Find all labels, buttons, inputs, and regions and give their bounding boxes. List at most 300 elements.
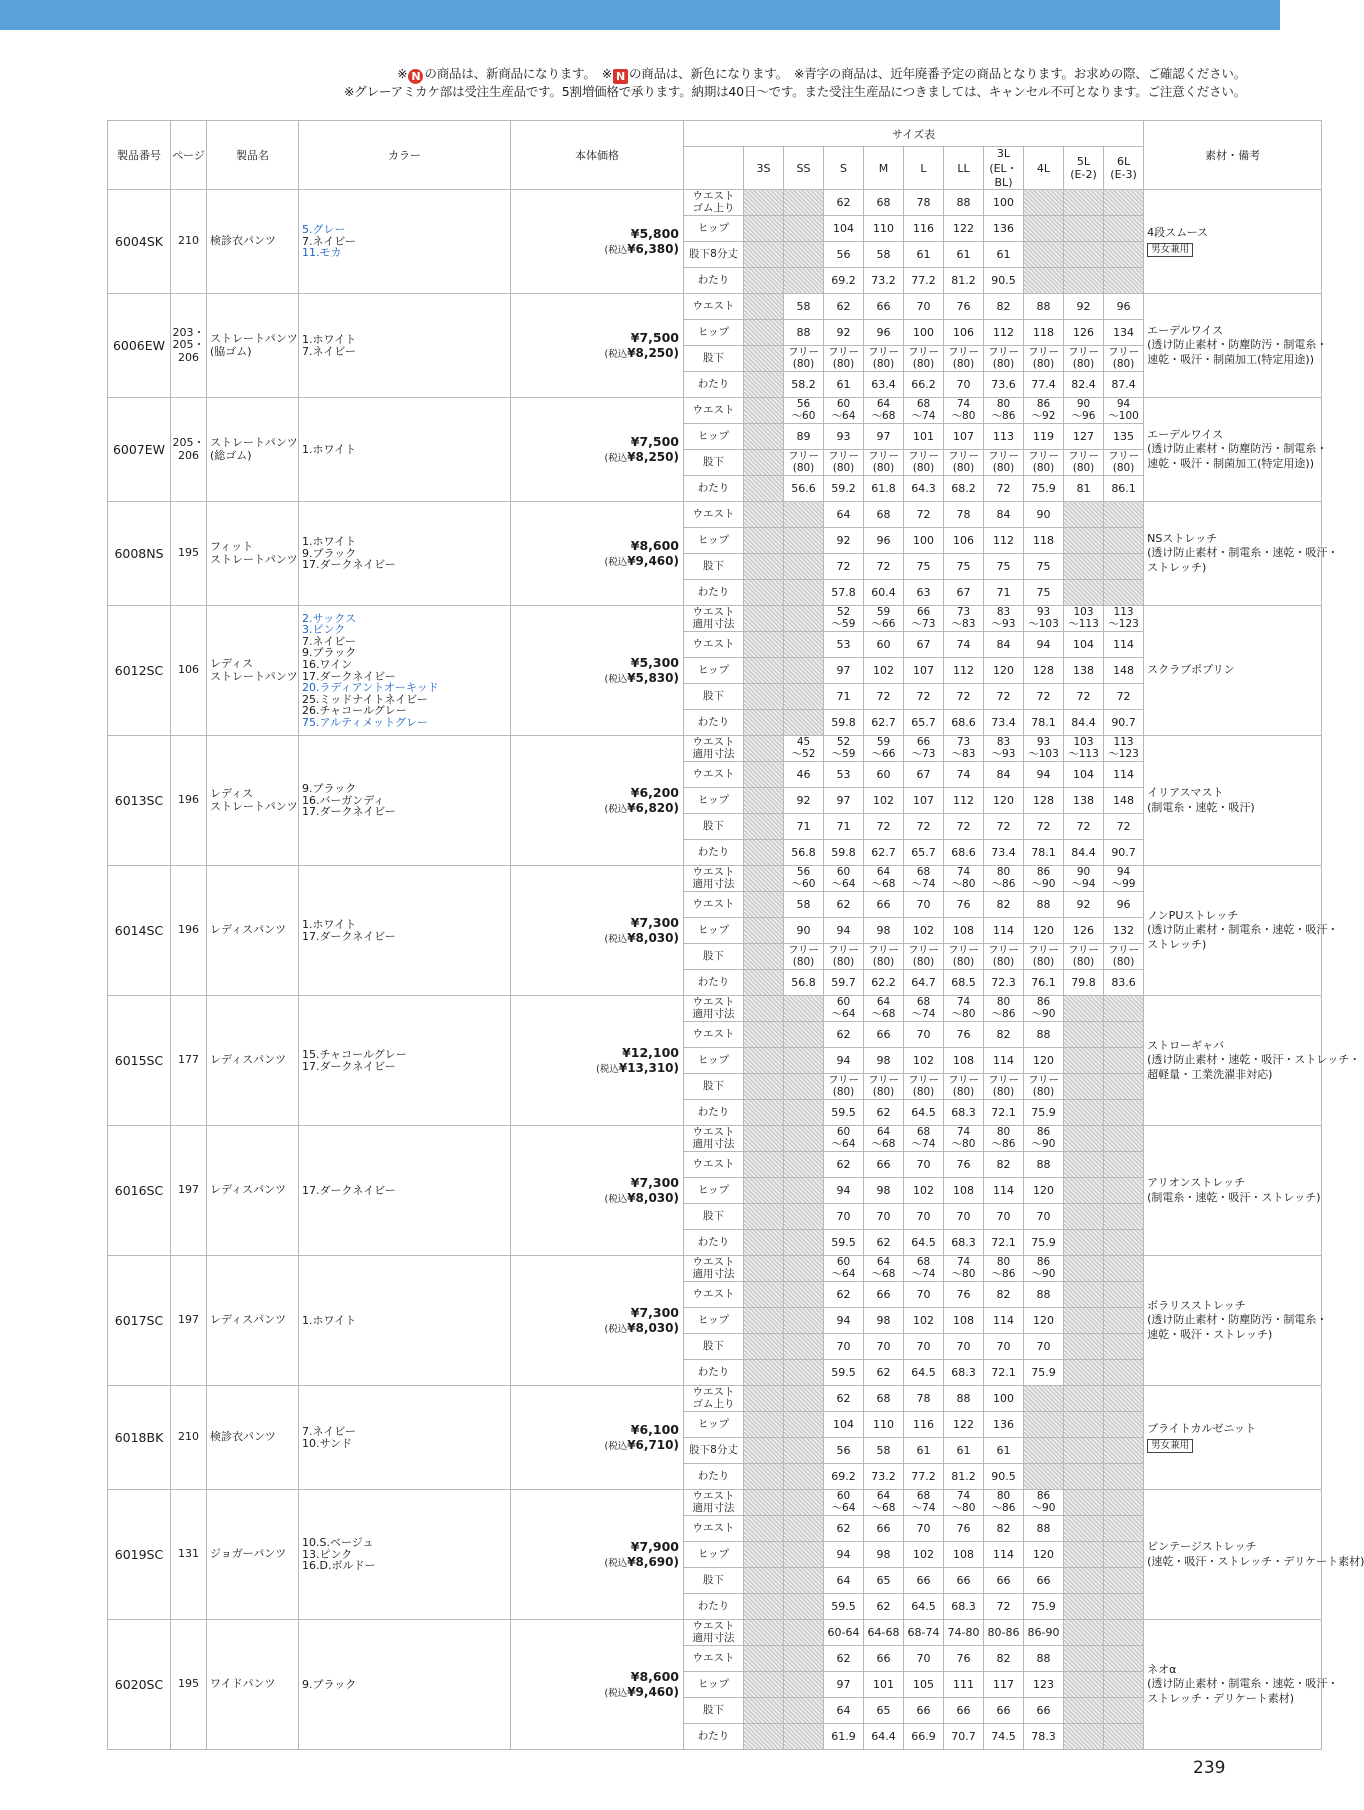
size-value bbox=[744, 424, 784, 450]
color-option: 10.S.ベージュ bbox=[302, 1536, 374, 1550]
size-value bbox=[744, 294, 784, 320]
size-value: 97 bbox=[824, 788, 864, 814]
size-value: 64 bbox=[824, 502, 864, 528]
size-value: 72 bbox=[984, 1594, 1024, 1620]
size-value bbox=[1104, 1204, 1144, 1230]
size-value bbox=[744, 372, 784, 398]
measure-label: わたり bbox=[684, 1230, 744, 1256]
material-line: ストレッチ) bbox=[1147, 937, 1207, 951]
size-value: 60 ～64 bbox=[824, 1490, 864, 1516]
size-value bbox=[744, 1568, 784, 1594]
material-cell bbox=[1144, 502, 1339, 606]
catalog-page: 197 bbox=[171, 1256, 207, 1386]
tax-included-price bbox=[511, 671, 679, 686]
tax-label: (税込 bbox=[604, 673, 628, 685]
unisex-badge: 男女兼用 bbox=[1147, 1439, 1193, 1453]
size-value: 94 bbox=[1024, 762, 1064, 788]
size-value: 100 bbox=[984, 1386, 1024, 1412]
measure-label: わたり bbox=[684, 580, 744, 606]
size-value: 70 bbox=[904, 1204, 944, 1230]
header-name: 製品名 bbox=[207, 121, 299, 190]
color-list bbox=[299, 606, 511, 736]
size-value bbox=[1024, 1464, 1064, 1490]
size-value: 72 bbox=[944, 684, 984, 710]
size-value: フリー (80) bbox=[984, 1074, 1024, 1100]
size-value bbox=[1104, 1568, 1144, 1594]
product-name: ストレートパンツ (総ゴム) bbox=[207, 398, 299, 502]
size-value: 75 bbox=[944, 554, 984, 580]
size-value bbox=[1104, 1594, 1144, 1620]
product-name: レディスパンツ bbox=[207, 1126, 299, 1256]
size-value: 59 ～66 bbox=[864, 606, 904, 632]
size-value: 119 bbox=[1024, 424, 1064, 450]
size-value bbox=[1104, 1542, 1144, 1568]
size-value: 62 bbox=[824, 1386, 864, 1412]
size-value: 66 bbox=[864, 1282, 904, 1308]
size-value bbox=[1064, 1126, 1104, 1152]
color-option: 10.サンド bbox=[302, 1436, 352, 1450]
size-value: 60-64 bbox=[824, 1620, 864, 1646]
material-line: アリオンストレッチ bbox=[1147, 1176, 1246, 1190]
size-value: 66 bbox=[904, 1698, 944, 1724]
measure-label: ウエスト bbox=[684, 632, 744, 658]
material-line: ビンテージストレッチ bbox=[1147, 1540, 1257, 1554]
size-value bbox=[1104, 1100, 1144, 1126]
size-value: 134 bbox=[1104, 320, 1144, 346]
size-value: 136 bbox=[984, 1412, 1024, 1438]
size-value: 78.1 bbox=[1024, 710, 1064, 736]
size-value: 75 bbox=[1024, 580, 1064, 606]
header-code: 製品番号 bbox=[108, 121, 171, 190]
color-option: 7.ネイビー bbox=[302, 234, 356, 248]
size-value: 84.4 bbox=[1064, 710, 1104, 736]
size-value bbox=[744, 1516, 784, 1542]
size-value bbox=[1104, 242, 1144, 268]
color-option: 7.ネイビー bbox=[302, 344, 356, 358]
price-cell bbox=[511, 866, 684, 996]
size-value: フリー (80) bbox=[1104, 944, 1144, 970]
size-value: 103 ～113 bbox=[1064, 606, 1104, 632]
size-value bbox=[1024, 190, 1064, 216]
product-code: 6013SC bbox=[108, 736, 171, 866]
size-value: 75.9 bbox=[1024, 1594, 1064, 1620]
tax-label: (税込 bbox=[604, 803, 628, 815]
size-value bbox=[1104, 1386, 1144, 1412]
catalog-page: 197 bbox=[171, 1126, 207, 1256]
size-value: 68 ～74 bbox=[904, 398, 944, 424]
size-value: 70 bbox=[1024, 1334, 1064, 1360]
size-value bbox=[744, 632, 784, 658]
color-option: 7.ネイビー bbox=[302, 1424, 356, 1438]
size-value bbox=[1104, 1464, 1144, 1490]
size-value: 64.5 bbox=[904, 1360, 944, 1386]
color-option: 16.ワイン bbox=[302, 657, 353, 671]
tax-value: ¥8,030) bbox=[627, 1320, 679, 1335]
size-value bbox=[744, 1360, 784, 1386]
size-value: 64.4 bbox=[864, 1724, 904, 1750]
color-list bbox=[299, 1490, 511, 1620]
color-option: 13.ピンク bbox=[302, 1547, 353, 1561]
size-value: 56 bbox=[824, 242, 864, 268]
product-name: レディスパンツ bbox=[207, 996, 299, 1126]
size-value: 114 bbox=[984, 1178, 1024, 1204]
size-value bbox=[1104, 1308, 1144, 1334]
price-cell bbox=[511, 398, 684, 502]
measure-label: 股下 bbox=[684, 684, 744, 710]
size-value: フリー (80) bbox=[1064, 450, 1104, 476]
material-cell bbox=[1144, 606, 1322, 736]
measure-label: 股下 bbox=[684, 1074, 744, 1100]
size-value: 80 ～86 bbox=[984, 1256, 1024, 1282]
material-line: (速乾・吸汗・ストレッチ・デリケート素材) bbox=[1147, 1554, 1364, 1568]
size-value: 70 bbox=[984, 1334, 1024, 1360]
size-value: 61.8 bbox=[864, 476, 904, 502]
product-name: レディス ストレートパンツ bbox=[207, 606, 299, 736]
size-value: 102 bbox=[904, 1048, 944, 1074]
color-option: 3.ピンク bbox=[302, 623, 346, 637]
size-header-cell: 3S bbox=[744, 147, 784, 190]
tax-included-price bbox=[511, 450, 679, 465]
color-list bbox=[299, 1126, 511, 1256]
size-value bbox=[1064, 1412, 1104, 1438]
catalog-page: 195 bbox=[171, 1620, 207, 1750]
header-color-band bbox=[0, 0, 1280, 30]
measure-label: 股下 bbox=[684, 346, 744, 372]
size-value bbox=[744, 1334, 784, 1360]
size-value: 72 bbox=[1064, 814, 1104, 840]
size-value bbox=[1064, 996, 1104, 1022]
size-value: 120 bbox=[984, 788, 1024, 814]
base-price: ¥7,300 bbox=[630, 1305, 679, 1321]
material-cell bbox=[1144, 1386, 1322, 1490]
size-value bbox=[744, 1464, 784, 1490]
size-value: 128 bbox=[1024, 788, 1064, 814]
measure-label: ヒップ bbox=[684, 216, 744, 242]
size-value: 97 bbox=[824, 1672, 864, 1698]
size-value: 58 bbox=[784, 892, 824, 918]
size-value: 62 bbox=[824, 1646, 864, 1672]
measure-label: ウエスト bbox=[684, 1646, 744, 1672]
size-row bbox=[108, 294, 1322, 320]
size-header-cell: 3L (EL・BL) bbox=[984, 147, 1024, 190]
size-value: 78 bbox=[904, 1386, 944, 1412]
size-value: 98 bbox=[864, 1542, 904, 1568]
size-value bbox=[1064, 216, 1104, 242]
price-cell bbox=[511, 294, 684, 398]
size-value: フリー (80) bbox=[824, 450, 864, 476]
material-line: エーデルワイス bbox=[1147, 324, 1224, 338]
size-value bbox=[744, 918, 784, 944]
size-value: 90.5 bbox=[984, 1464, 1024, 1490]
size-value: 72 bbox=[1024, 684, 1064, 710]
size-value: 80 ～86 bbox=[984, 1126, 1024, 1152]
size-value: 96 bbox=[1104, 892, 1144, 918]
material-cell bbox=[1144, 1126, 1322, 1256]
size-value: 72 bbox=[984, 476, 1024, 502]
size-value: 63.4 bbox=[864, 372, 904, 398]
size-value: 107 bbox=[904, 658, 944, 684]
size-value bbox=[1104, 1152, 1144, 1178]
tax-label: (税込 bbox=[596, 1063, 619, 1075]
size-value bbox=[784, 1568, 824, 1594]
measure-label: わたり bbox=[684, 476, 744, 502]
size-value: フリー (80) bbox=[824, 346, 864, 372]
material-cell bbox=[1144, 190, 1322, 294]
material-line: ボラリスストレッチ bbox=[1147, 1299, 1246, 1313]
measure-label: ウエスト bbox=[684, 502, 744, 528]
price-cell bbox=[511, 190, 684, 294]
size-value: 70 bbox=[944, 1334, 984, 1360]
color-list bbox=[299, 294, 511, 398]
size-value: 72 bbox=[1104, 684, 1144, 710]
color-option: 26.チャコールグレー bbox=[302, 704, 407, 718]
measure-label: わたり bbox=[684, 840, 744, 866]
size-value: 72 bbox=[984, 814, 1024, 840]
material-line: (透け防止素材・速乾・吸汗・ストレッチ・ bbox=[1147, 1053, 1361, 1067]
size-value: 64.3 bbox=[904, 476, 944, 502]
size-value: 52 ～59 bbox=[824, 736, 864, 762]
catalog-page: 131 bbox=[171, 1490, 207, 1620]
size-value: 88 bbox=[1024, 1282, 1064, 1308]
material-line: (透け防止素材・防塵防汚・制電糸・ bbox=[1147, 1313, 1328, 1327]
size-value: 64 ～68 bbox=[864, 1126, 904, 1152]
size-value: 118 bbox=[1024, 320, 1064, 346]
size-value: 90 bbox=[1024, 502, 1064, 528]
size-value: 89 bbox=[784, 424, 824, 450]
size-value: 94 ～99 bbox=[1104, 866, 1144, 892]
size-value bbox=[1104, 1438, 1144, 1464]
size-value: 73.6 bbox=[984, 372, 1024, 398]
size-value: 75 bbox=[984, 554, 1024, 580]
size-value: フリー (80) bbox=[944, 944, 984, 970]
size-value: 120 bbox=[1024, 1308, 1064, 1334]
size-value: 60 bbox=[864, 762, 904, 788]
size-value: 112 bbox=[944, 658, 984, 684]
base-price: ¥7,300 bbox=[630, 915, 679, 931]
size-value: 82 bbox=[984, 1646, 1024, 1672]
size-value bbox=[784, 216, 824, 242]
size-value: 75.9 bbox=[1024, 1230, 1064, 1256]
size-value: 68 ～74 bbox=[904, 996, 944, 1022]
size-header-cell: 5L (E-2) bbox=[1064, 147, 1104, 190]
size-value: 92 bbox=[824, 320, 864, 346]
tax-value: ¥8,250) bbox=[627, 345, 679, 360]
size-value: 128 bbox=[1024, 658, 1064, 684]
size-value bbox=[784, 1074, 824, 1100]
tax-included-price bbox=[511, 1555, 679, 1570]
size-value: 60 bbox=[864, 632, 904, 658]
size-value: 113 bbox=[984, 424, 1024, 450]
size-value bbox=[784, 1230, 824, 1256]
size-value: 60 ～64 bbox=[824, 1126, 864, 1152]
size-value: 52 ～59 bbox=[824, 606, 864, 632]
size-value: 88 bbox=[944, 1386, 984, 1412]
size-value: 106 bbox=[944, 320, 984, 346]
color-option: 75.アルティメットグレー bbox=[302, 715, 428, 729]
size-value: フリー (80) bbox=[824, 1074, 864, 1100]
size-header-cell: S bbox=[824, 147, 864, 190]
size-value: 114 bbox=[984, 1542, 1024, 1568]
size-value: 77.2 bbox=[904, 1464, 944, 1490]
size-value: 68.6 bbox=[944, 710, 984, 736]
size-value: 59.5 bbox=[824, 1230, 864, 1256]
size-value: 70 bbox=[904, 1152, 944, 1178]
product-name: ストレートパンツ (脇ゴム) bbox=[207, 294, 299, 398]
tax-label: (税込 bbox=[604, 1557, 628, 1569]
size-value: 57.8 bbox=[824, 580, 864, 606]
color-list bbox=[299, 866, 511, 996]
size-value: 70 bbox=[1024, 1204, 1064, 1230]
size-value: 66.2 bbox=[904, 372, 944, 398]
size-value: 62 bbox=[824, 892, 864, 918]
base-price: ¥7,900 bbox=[630, 1539, 679, 1555]
size-value: 100 bbox=[984, 190, 1024, 216]
tax-included-price bbox=[511, 801, 679, 816]
size-value: 65.7 bbox=[904, 840, 944, 866]
size-value: 64.5 bbox=[904, 1100, 944, 1126]
measure-label: 股下 bbox=[684, 1334, 744, 1360]
material-cell bbox=[1144, 736, 1322, 866]
size-value bbox=[1104, 216, 1144, 242]
size-value: 59.5 bbox=[824, 1100, 864, 1126]
color-option: 16.D.ボルドー bbox=[302, 1559, 376, 1573]
size-value: 66 bbox=[1024, 1698, 1064, 1724]
size-value: 53 bbox=[824, 762, 864, 788]
size-value: 70 bbox=[984, 1204, 1024, 1230]
size-value bbox=[744, 1490, 784, 1516]
size-value bbox=[784, 1724, 824, 1750]
size-value: 64-68 bbox=[864, 1620, 904, 1646]
tax-value: ¥6,820) bbox=[627, 800, 679, 815]
size-value: 70 bbox=[904, 1646, 944, 1672]
price-cell bbox=[511, 996, 684, 1126]
size-value: 79.8 bbox=[1064, 970, 1104, 996]
color-option: 9.ブラック bbox=[302, 782, 357, 796]
size-value: 64 ～68 bbox=[864, 1256, 904, 1282]
size-value: 97 bbox=[864, 424, 904, 450]
size-value bbox=[1104, 268, 1144, 294]
color-option: 7.ネイビー bbox=[302, 634, 356, 648]
size-value: 59.8 bbox=[824, 710, 864, 736]
size-value: 90.7 bbox=[1104, 710, 1144, 736]
size-value bbox=[784, 1490, 824, 1516]
measure-label: ウエスト bbox=[684, 1516, 744, 1542]
size-value bbox=[744, 1308, 784, 1334]
size-value bbox=[1064, 1100, 1104, 1126]
size-value bbox=[744, 1386, 784, 1412]
measure-label: 股下 bbox=[684, 1698, 744, 1724]
measure-label: わたり bbox=[684, 1594, 744, 1620]
size-value bbox=[744, 554, 784, 580]
size-value: 71 bbox=[784, 814, 824, 840]
size-value: 62.2 bbox=[864, 970, 904, 996]
size-value bbox=[1024, 1412, 1064, 1438]
size-value: 74 bbox=[944, 632, 984, 658]
size-value: 74 ～80 bbox=[944, 1126, 984, 1152]
size-value: 67 bbox=[904, 762, 944, 788]
size-value bbox=[784, 1464, 824, 1490]
tax-value: ¥5,830) bbox=[627, 670, 679, 685]
color-list bbox=[299, 736, 511, 866]
size-value bbox=[744, 1412, 784, 1438]
size-header-cell: 6L (E-3) bbox=[1104, 147, 1144, 190]
measure-label: ヒップ bbox=[684, 1672, 744, 1698]
size-value: 66 bbox=[864, 1516, 904, 1542]
size-value: 76 bbox=[944, 294, 984, 320]
size-value: 56.6 bbox=[784, 476, 824, 502]
size-value: 104 bbox=[1064, 762, 1104, 788]
size-value: 72.1 bbox=[984, 1100, 1024, 1126]
catalog-page: 205・ 206 bbox=[171, 398, 207, 502]
size-value: 72 bbox=[864, 554, 904, 580]
base-price: ¥8,600 bbox=[630, 538, 679, 554]
size-value bbox=[1064, 1048, 1104, 1074]
size-value: 98 bbox=[864, 1178, 904, 1204]
size-value: 66 bbox=[864, 294, 904, 320]
size-value: 62 bbox=[824, 190, 864, 216]
size-value bbox=[1064, 1724, 1104, 1750]
unisex-badge: 男女兼用 bbox=[1147, 243, 1193, 257]
size-value: 64 ～68 bbox=[864, 996, 904, 1022]
size-value: フリー (80) bbox=[1024, 450, 1064, 476]
size-value: 61 bbox=[904, 1438, 944, 1464]
material-cell bbox=[1144, 294, 1328, 398]
material-cell bbox=[1144, 1620, 1339, 1750]
size-value: 114 bbox=[1104, 632, 1144, 658]
size-value bbox=[1064, 1672, 1104, 1698]
measure-label: ヒップ bbox=[684, 528, 744, 554]
size-value: 103 ～113 bbox=[1064, 736, 1104, 762]
size-value bbox=[1104, 502, 1144, 528]
size-value: 68-74 bbox=[904, 1620, 944, 1646]
size-value: 56 ～60 bbox=[784, 398, 824, 424]
price-cell bbox=[511, 1126, 684, 1256]
catalog-page: 196 bbox=[171, 866, 207, 996]
size-value bbox=[744, 398, 784, 424]
size-value: 74 ～80 bbox=[944, 1490, 984, 1516]
measure-label: わたり bbox=[684, 1464, 744, 1490]
size-value: 78.1 bbox=[1024, 840, 1064, 866]
measure-label: ヒップ bbox=[684, 1542, 744, 1568]
size-value: 69.2 bbox=[824, 268, 864, 294]
size-value: 60 ～64 bbox=[824, 996, 864, 1022]
size-value: 66 bbox=[944, 1698, 984, 1724]
size-value: 116 bbox=[904, 1412, 944, 1438]
size-value bbox=[744, 502, 784, 528]
size-value: 80 ～86 bbox=[984, 1490, 1024, 1516]
size-value: 58 bbox=[864, 1438, 904, 1464]
size-row bbox=[108, 866, 1322, 892]
size-value: 76 bbox=[944, 1022, 984, 1048]
size-value bbox=[744, 346, 784, 372]
size-value: 136 bbox=[984, 216, 1024, 242]
size-value: 87.4 bbox=[1104, 372, 1144, 398]
size-value bbox=[744, 1438, 784, 1464]
color-option: 9.ブラック bbox=[302, 546, 357, 560]
size-value: 61 bbox=[984, 1438, 1024, 1464]
size-value bbox=[1104, 1646, 1144, 1672]
product-code: 6014SC bbox=[108, 866, 171, 996]
size-value bbox=[1104, 996, 1144, 1022]
size-value: 68 bbox=[864, 190, 904, 216]
product-code: 6016SC bbox=[108, 1126, 171, 1256]
size-header-cell: M bbox=[864, 147, 904, 190]
size-value: 66 bbox=[944, 1568, 984, 1594]
size-value: 66 bbox=[984, 1568, 1024, 1594]
tax-value: ¥13,310) bbox=[618, 1060, 679, 1075]
size-value: 75 bbox=[904, 554, 944, 580]
size-value: 59.8 bbox=[824, 840, 864, 866]
